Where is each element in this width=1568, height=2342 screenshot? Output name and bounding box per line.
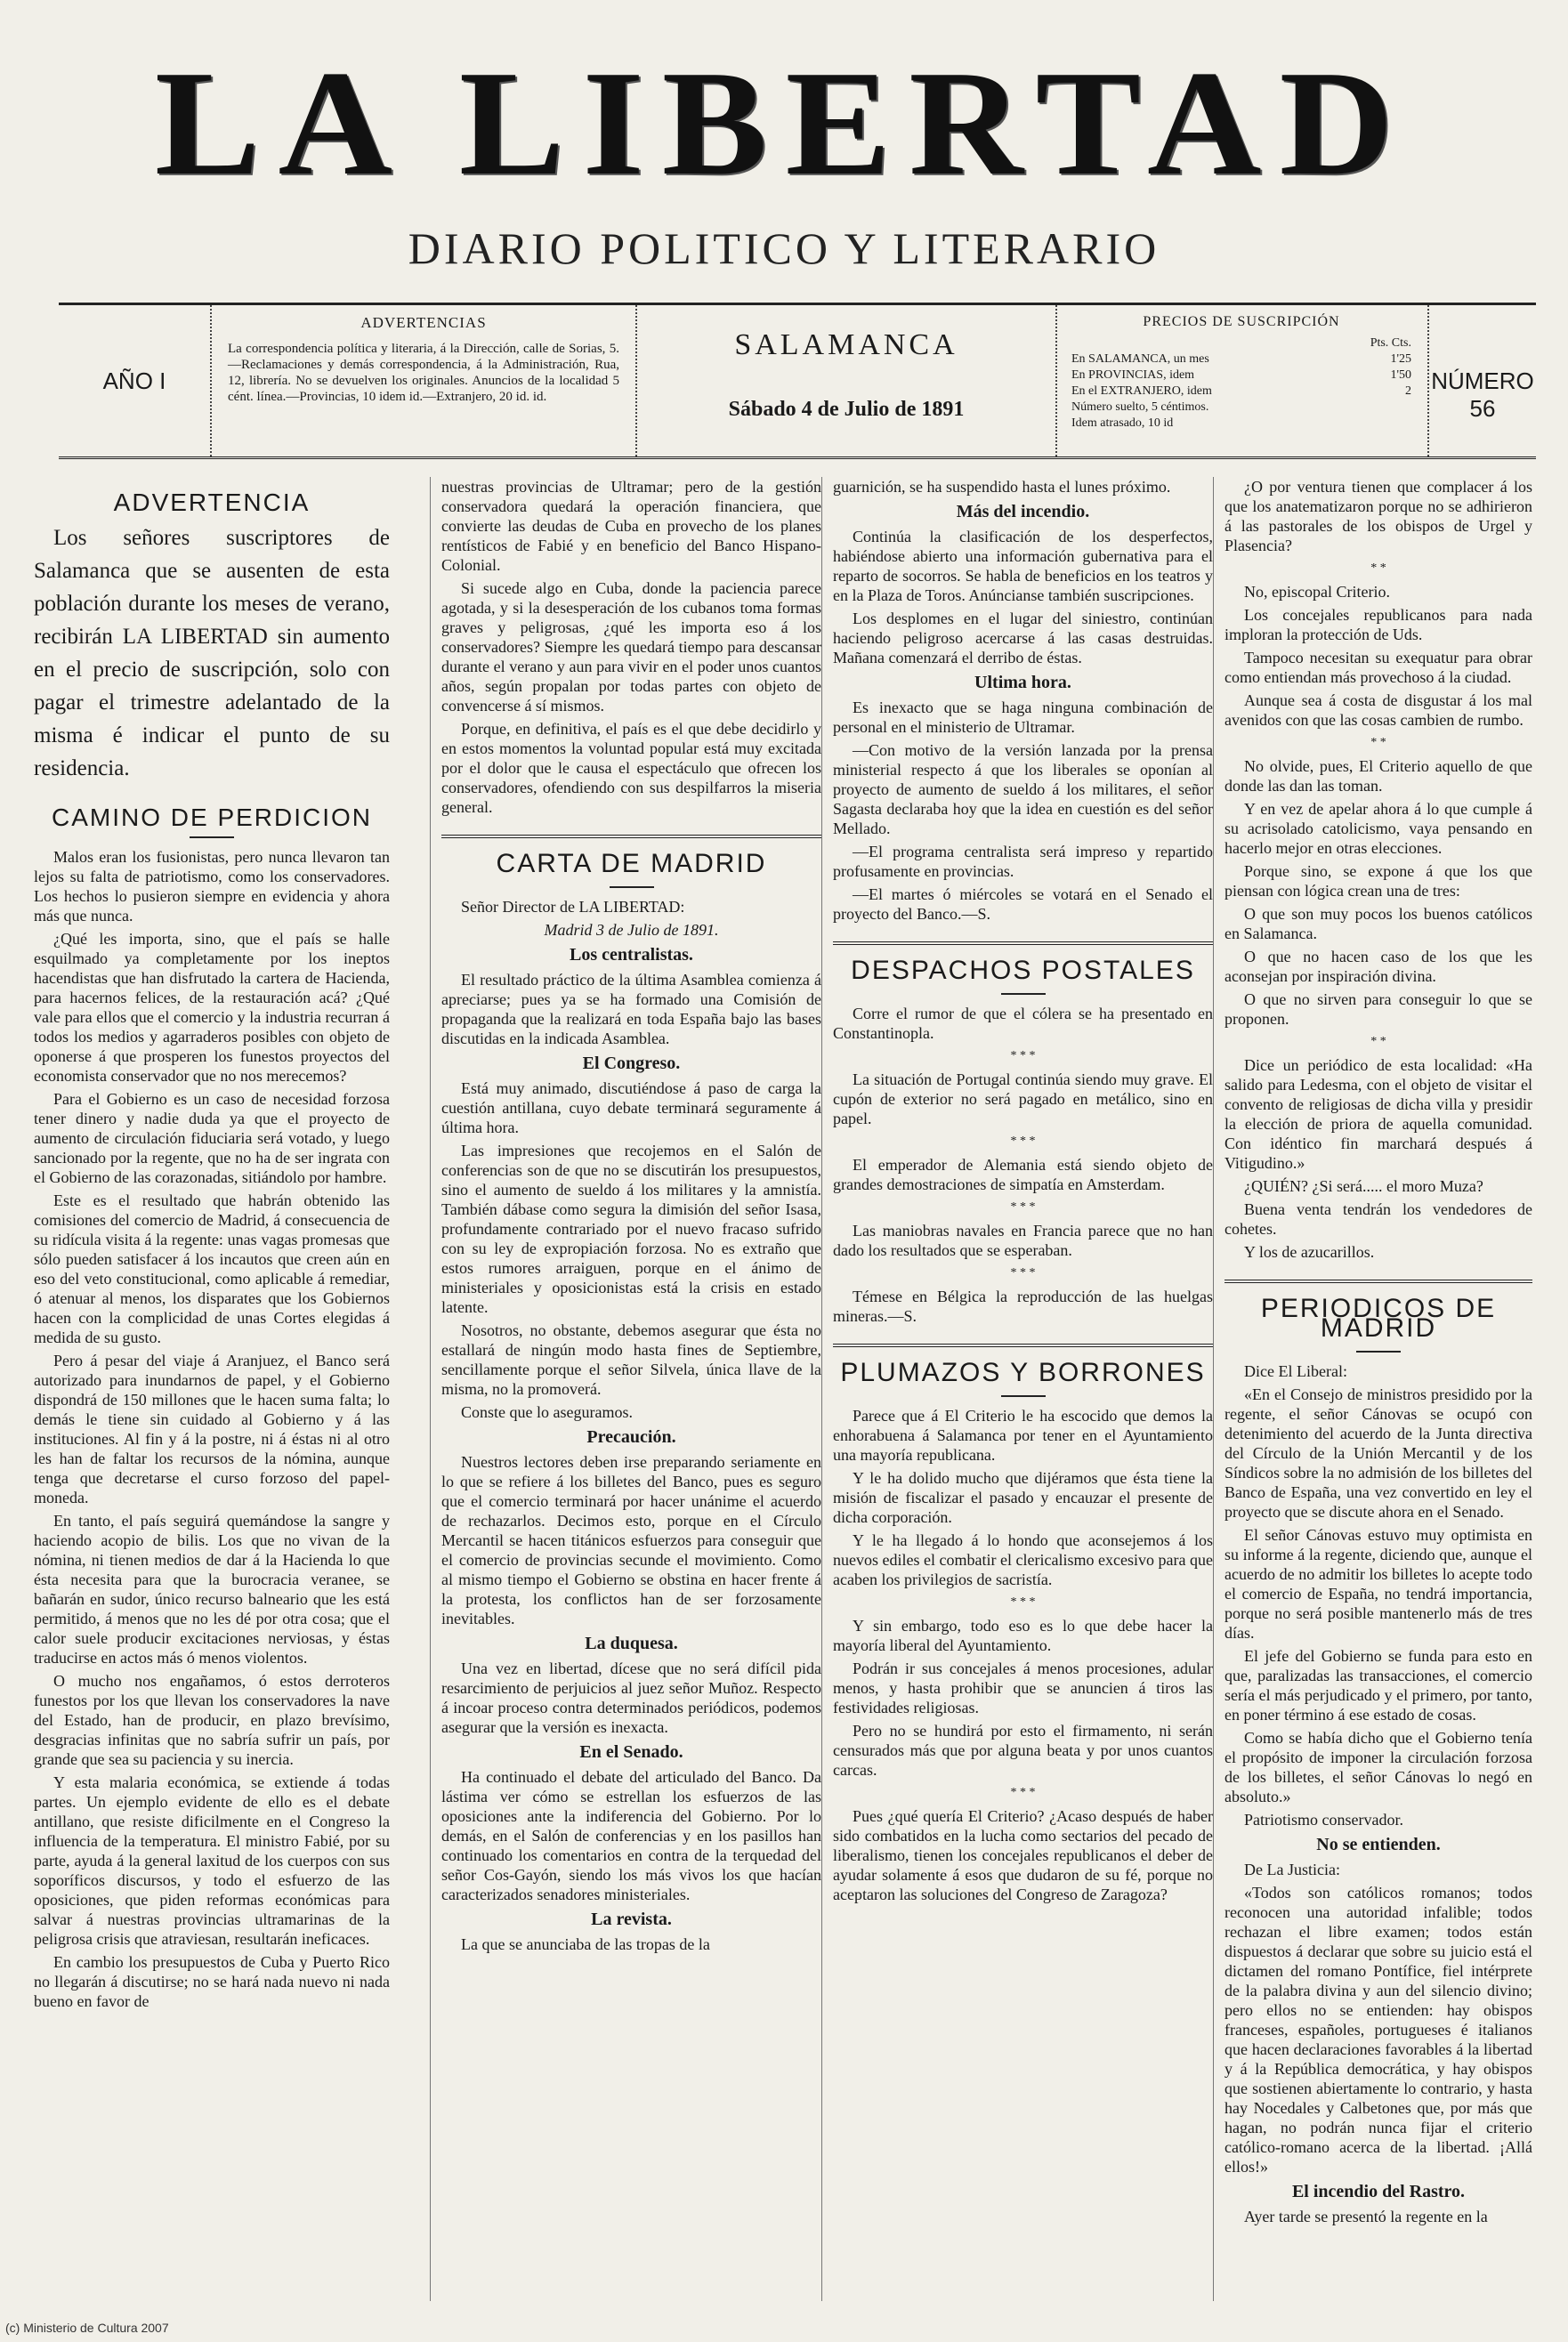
paragraph: Patriotismo conservador.	[1244, 1811, 1403, 1829]
paragraph: Conste que lo aseguramos.	[461, 1403, 633, 1421]
paragraph: Podrán ir sus concejales á menos procesiones, adular menos, y hasta prohibir que se anuncien á tiros las festividades religiosas.	[833, 1660, 1213, 1716]
price-row: En PROVINCIAS, idem 1'50	[1071, 368, 1411, 382]
paragraph: Pero á pesar del viaje á Aranjuez, el Banco será autorizado para inundarnos de papel, y el Gobierno dispondrá de 150 millones que le hacen suma falta; lo demás le tiene sin cuidado al Gobierno y á las instituciones. Al fin y á la postre, ni á éstas ni al otro les han de faltar los recursos de la nómina, aunque tenga que decretarse el curso forzoso del papel-moneda.	[34, 1352, 390, 1506]
paragraph: Dice El Liberal:	[1244, 1362, 1347, 1380]
paragraph: Tampoco necesitan su exequatur para obrar como entiendan más provechoso á la ciudad.	[1224, 649, 1532, 686]
prices-unit: Pts. Cts.	[1370, 336, 1411, 350]
dispatch: Las maniobras navales en Francia parece que no han dado los resultados que se esperaban.	[833, 1222, 1213, 1259]
asterism: * * *	[1010, 1266, 1036, 1280]
paragraph: guarnición, se ha suspendido hasta el lunes próximo.	[833, 478, 1171, 496]
paragraph: «Todos son católicos romanos; todos reconocen una autoridad infalible; todos rechazan el libre examen; todos están dispuestos á declarar que sobre su juicio está el dictamen del romano Pontífice, fiel intérprete de la palabra divina y aun del silencio divino; pero ellos no se entienden: hay obispos franceses, españoles, portugueses é italianos que hacen declaraciones favorables á la libertad y á la República democrática, y hay obispos que sostienen abiertamente lo contrario, y hasta hay Nocedales y Calbetones que, por más que hagan, no podrán nunca fijar el criterio católico-romano acerca de la libertad. ¡Allá ellos!»	[1224, 1884, 1532, 2176]
price-row: Número suelto, 5 céntimos.	[1071, 400, 1209, 414]
paragraph: Como se había dicho que el Gobierno tenía el propósito de imponer la circulación forzosa de los billetes, el señor Cánovas lo negó en absoluto.»	[1224, 1729, 1532, 1805]
price-row: Idem atrasado, 10 id	[1071, 416, 1174, 430]
divider	[1001, 1395, 1046, 1397]
subheading: La revista.	[591, 1910, 672, 1929]
paragraph: «En el Consejo de ministros presidido por la regente, el señor Cánovas se ocupó con detenimiento del acuerdo de la Junta directiva del Círculo de la Unión Mercantil y de los Síndicos sobre la no admisión de los billetes del Banco de España, una vez convertido en ley el proyecto que se discute ahora en el Senado.	[1224, 1385, 1532, 1521]
asterism: * * *	[1010, 1595, 1036, 1609]
advertencias-title: ADVERTENCIAS	[360, 314, 487, 331]
paragraph: ¿Qué les importa, sino, que el país se halle esquilmado ya completamente por los ineptos hacendistas que han disfrutado la cartera de Hacienda, para hacernos felices, de la restauración acá? ¿Qué vale para ellos que el comercio y la industria recurran á todos los medios y agarraderos posibles con objeto de oponerse á que prosperen los funestos proyectos del economista conservador que no nos merecemos?	[34, 930, 390, 1085]
paragraph: La que se anunciaba de las tropas de la	[461, 1935, 710, 1953]
city-name: SALAMANCA	[734, 328, 958, 361]
paragraph: Este es el resultado que habrán obtenido las comisiones del comercio de Madrid, á consecuencia de su ridícula visita á la regente: unas vagas promesas que sólo pueden satisfacer á los incautos que creen aún en eso del veto constitucional, como aplicable á remediar, ó atenuar al menos, los disparates que los Gobiernos hacen con la complicidad de unas Cortes elegidas á medida de su gusto.	[34, 1191, 390, 1346]
paragraph: No, episcopal Criterio.	[1244, 583, 1390, 601]
issue-date: Sábado 4 de Julio de 1891	[728, 398, 965, 421]
prices-unit-row	[1071, 335, 1411, 351]
paragraph: Porque, en definitiva, el país es el que debe decidirlo y en estos momentos la voluntad popular está muy excitada por el dolor que le causa el espectáculo que ofrecen los conservadores, ofendiendo con sus despilfarros la miseria general.	[441, 720, 821, 816]
dispatch: El emperador de Alemania está siendo objeto de grandes demostraciones de simpatía en Amsterdam.	[833, 1156, 1213, 1193]
paragraph: Buena venta tendrán los vendedores de cohetes.	[1224, 1200, 1532, 1238]
paragraph: Malos eran los fusionistas, pero nunca llevaron tan lejos su falta de patriotismo, como los conservadores. Los hechos lo pusieron siempre en evidencia y ahora más que nunca.	[34, 848, 390, 925]
paragraph: Pues ¿qué quería El Criterio? ¿Acaso después de haber sido combatidos en la lucha como sectarios del pecado de liberalismo, tienen los concejales republicanos el deber de ayudar solamente á esos que dudaron de su fé, porque no aceptaron las soluciones del Congreso de Zaragoza?	[833, 1807, 1213, 1903]
paragraph: El señor Cánovas estuvo muy optimista en su informe á la regente, diciendo que, aunque el acuerdo de no admitir los billetes lo acepte todo el comercio de España, no tendrá importancia, porque no será posible mantenerlo más de tres días.	[1224, 1526, 1532, 1642]
paragraph: Y los de azucarillos.	[1244, 1243, 1375, 1261]
asterism: * * *	[1010, 1200, 1036, 1214]
advertencias-body: La correspondencia política y literaria, á la Dirección, calle de Sorias, 5.—Reclamaciones y demás correspondencia, á la Administración, Rua, 12, librería. No se devuelven los originales. Anuncios de la localidad 5 cént. línea.—Provincias, 10 idem id.—Extranjero, 20 id. id.	[228, 342, 619, 404]
paragraph: O mucho nos engañamos, ó estos derroteros funestos por los que llevan los conservadores la nave del Estado, han de producir, en plazo brevísimo, desgracias infinitas que no sabría sufrir un país, por grande que sea su paciencia y su inercia.	[34, 1672, 390, 1768]
dispatch: Témese en Bélgica la reproducción de las huelgas mineras.—S.	[833, 1288, 1213, 1325]
divider	[610, 886, 654, 888]
subheading: No se entienden.	[1316, 1835, 1441, 1854]
column-4	[1213, 477, 1532, 2301]
paragraph: Y le ha llegado á lo hondo que aconsejemos á los nuevos ediles el combatir el clericalismo excesivo para que acaben los privilegios de sacristía.	[833, 1531, 1213, 1588]
heading-plumazos: PLUMAZOS Y BORRONES	[833, 1344, 1213, 1386]
paragraph: Los desplomes en el lugar del siniestro, continúan haciendo peligroso acercarse á las casas destruidas. Mañana comenzará el derribo de éstas.	[833, 610, 1213, 666]
subheading: La duquesa.	[585, 1634, 678, 1653]
paragraph: Pero no se hundirá por esto el firmamento, ni serán censurados más que por alguna beata y por unos cuantos carcas.	[833, 1722, 1213, 1779]
paragraph: O que son muy pocos los buenos católicos en Salamanca.	[1224, 905, 1532, 942]
letter-date: Madrid 3 de Julio de 1891.	[544, 921, 719, 939]
paragraph: Porque sino, se expone á que los que piensan con lógica crean una de tres:	[1224, 862, 1532, 900]
columns	[34, 477, 1532, 2301]
issue-number: NÚMERO 56	[1431, 367, 1534, 422]
prices-box	[1055, 305, 1429, 456]
divider	[1356, 1351, 1401, 1353]
masthead-subtitle: DIARIO POLITICO Y LITERARIO	[408, 223, 1160, 273]
paragraph: En tanto, el país seguirá quemándose la sangre y haciendo acopio de bilis. Los que no vivan de la nómina, ni tienen medios de dar á la Hacienda lo que ésta necesita para que la burocracia veranee, se bañarán en sudor, único recurso balneario que les está permitido, á menos que no les dé por otra cosa; que el calor suele producir excitaciones nerviosas, y éstas traducirse en actos más ó menos violentos.	[34, 1512, 390, 1667]
heading-despachos: DESPACHOS POSTALES	[833, 941, 1213, 984]
asterism: * *	[1370, 1035, 1386, 1048]
paragraph: Parece que á El Criterio le ha escocido que demos la enhorabuena á Salamanca por tener en el Ayuntamiento una mayoría republicana.	[833, 1407, 1213, 1464]
paragraph: Es inexacto que se haga ninguna combinación de personal en el ministerio de Ultramar.	[833, 699, 1213, 736]
paragraph: O que no hacen caso de los que les aconsejan por inspiración divina.	[1224, 948, 1532, 985]
paragraph: Continúa la clasificación de los desperfectos, habiéndose abierto una información gubernativa para el reparto de socorros. Se habla de beneficios en los teatros y en la Plaza de Toros. Anúncianse también suscripciones.	[833, 528, 1213, 604]
divider	[190, 836, 234, 838]
paragraph: Nosotros, no obstante, debemos asegurar que ésta no estallará de ningún modo hasta fines de Septiembre, sencillamente porque el señor Silvela, única llave de la misma, no la promoverá.	[441, 1321, 821, 1398]
paragraph: —Con motivo de la versión lanzada por la prensa ministerial respecto á que los liberales se oponían al proyecto de aumento de sueldo á los militares, el señor Sagasta declaraba hoy que la idea en cuestión es del señor Mellado.	[833, 741, 1213, 837]
paragraph: El resultado práctico de la última Asamblea comienza á apreciarse; pues ya se ha formado una Comisión de propaganda que la realizará en toda España bajo las bases discutidas en la indicada Asamblea.	[441, 971, 821, 1047]
paragraph: Dice un periódico de esta localidad: «Ha salido para Ledesma, con el objeto de visitar el convento de religiosas de dicha villa y presidir la elección de priora de aquella comunidad. Con idéntico fin marchará después á Vitigudino.»	[1224, 1056, 1532, 1172]
subheading: Precaución.	[586, 1427, 676, 1447]
paragraph: Ha continuado el debate del articulado del Banco. Da lástima ver cómo se estrellan los esfuerzos de las oposiciones ante la indiferencia del Gobierno. Por lo demás, en el Salón de conferencias y en los pasillos han continuado los comentarios en contra de la terquedad del señor Cos-Gayón, siendo los más vivos los que hacían caracterizados senadores ministeriales.	[441, 1768, 821, 1903]
paragraph: Y sin embargo, todo eso es lo que debe hacer la mayoría liberal del Ayuntamiento.	[833, 1617, 1213, 1654]
subheading: En el Senado.	[579, 1742, 683, 1762]
dispatch: Corre el rumor de que el cólera se ha presentado en Constantinopla.	[833, 1005, 1213, 1042]
heading-advertencia: ADVERTENCIA	[113, 489, 311, 516]
heading-camino: CAMINO DE PERDICION	[51, 804, 373, 831]
asterism: * * *	[1010, 1135, 1036, 1148]
paragraph: No olvide, pues, El Criterio aquello de que donde las dan las toman.	[1224, 757, 1532, 795]
column-3	[821, 477, 1213, 2301]
paragraph: Si sucede algo en Cuba, donde la paciencia parece agotada, y si la desesperación de los cubanos toma formas graves y peligrosas, ¿qué les importa eso á los conservadores? Siempre les quedará tiempo para descansar durante el verano y aun para vivir en el poder unos cuantos años, según propalan por todas partes con objeto de convencerse á sí mismos.	[441, 579, 821, 715]
copyright-credit: (c) Ministerio de Cultura 2007	[5, 2321, 169, 2335]
paragraph: Y le ha dolido mucho que dijéramos que ésta tiene la misión de fiscalizar el pasado y encauzar el presente de dicha corporación.	[833, 1469, 1213, 1526]
paragraph: Para el Gobierno es un caso de necesidad forzosa tener dinero y nadie duda ya que el proyecto de aumento de circulación fiduciaria será votado, y luego sancionado por la regente, que no ha de ser ingrata con el Gobierno de las corazonadas, sitiándolo por hambre.	[34, 1090, 390, 1186]
subheading: Ultima hora.	[974, 673, 1071, 692]
heading-carta-madrid: CARTA DE MADRID	[441, 835, 821, 877]
paragraph: Nuestros lectores deben irse preparando seriamente en lo que se refiere á los billetes del Banco, pues es seguro que el comercio terminará por hacer unánime el acuerdo de rechazarlos. Decimos esto, porque en el Círculo Mercantil se hacen titánicos esfuerzos para conseguir que el comercio de provincias secunde el movimiento. Como al mismo tiempo el Gobierno se obstina en hacer frente á la protesta, los conflictos han de ser forzosamente inevitables.	[441, 1453, 821, 1627]
heading-periodicos: PERIODICOS DE MADRID	[1224, 1280, 1532, 1342]
paragraph: ¿QUIÉN? ¿Si será..... el moro Muza?	[1244, 1177, 1483, 1195]
paragraph: Una vez en libertad, dícese que no será difícil pida resarcimiento de perjuicios al juez señor Muñoz. Respecto á incoar proceso contra determinados periódicos, podemos asegurar que la versión es inexacta.	[441, 1660, 821, 1736]
paragraph: O que no sirven para conseguir lo que se proponen.	[1224, 990, 1532, 1028]
paragraph: En cambio los presupuestos de Cuba y Puerto Rico no llegarán á discutirse; no se hará nada nuevo ni nada bueno en favor de	[34, 1953, 390, 2010]
paragraph: Los concejales republicanos para nada imploran la protección de Uds.	[1224, 606, 1532, 643]
paragraph: Ayer tarde se presentó la regente en la	[1244, 2208, 1488, 2225]
paragraph: —El programa centralista será impreso y repartido profusamente en provincias.	[833, 843, 1213, 880]
dispatch: La situación de Portugal continúa siendo muy grave. El cupón de exterior no será pagado en metálico, sino en papel.	[833, 1070, 1213, 1127]
paragraph: Las impresiones que recojemos en el Salón de conferencias son de que no se discutirán los presupuestos, sino el aumento de sueldo á los militares y la amnistía. También dábase como segura la dimisión del señor Isasa, profundamente contrariado por el nuevo fracaso sufrido con su ley de expropiación forzosa. No es extraño que estos rumores arraiguen, porque en el ánimo de ministeriales y oposicionistas está la crisis en estado latente.	[441, 1142, 821, 1316]
column-2	[430, 477, 821, 2301]
paragraph: ¿O por ventura tienen que complacer á los que los anatematizaron porque no se adhirieron á las pastorales de los obispos de Urgel y Plasencia?	[1224, 478, 1532, 554]
asterism: * * *	[1010, 1786, 1036, 1799]
paragraph: Y en vez de apelar ahora á lo que cumple á su acrisolado catolicismo, vaya pensando en hacerlo mejor en otras elecciones.	[1224, 800, 1532, 857]
subheading: El Congreso.	[582, 1054, 681, 1073]
paragraph: —El martes ó miércoles se votará en el Senado el proyecto del Banco.—S.	[833, 885, 1213, 923]
asterism: * * *	[1010, 1049, 1036, 1062]
price-row: En el EXTRANJERO, idem 2	[1071, 384, 1411, 398]
asterism: * *	[1370, 736, 1386, 749]
subheading: El incendio del Rastro.	[1291, 2182, 1466, 2201]
issue-year: AÑO I	[102, 367, 166, 394]
column-1	[34, 477, 390, 2301]
masthead-title: LA LIBERTAD	[154, 38, 1412, 207]
paragraph: Aunque sea á costa de disgustar á los mal avenidos con que las cosas cambien de rumbo.	[1224, 691, 1532, 729]
paragraph: El jefe del Gobierno se funda para esto en que, paralizadas las transacciones, el comercio sería el más perjudicado y el primero, por tanto, en poner término á ese estado de cosas.	[1224, 1647, 1532, 1724]
paragraph: Está muy animado, discutiéndose á paso de carga la cuestión antillana, cuyo debate terminará seguramente á última hora.	[441, 1079, 821, 1136]
city-date-box	[637, 305, 1057, 456]
header-box	[59, 303, 1536, 459]
subheading: Los centralistas.	[570, 945, 693, 965]
prices-title: PRECIOS DE SUSCRIPCIÓN	[1143, 314, 1340, 329]
divider	[1001, 993, 1046, 995]
advertencias-box	[210, 305, 637, 456]
paragraph: nuestras provincias de Ultramar; pero de la gestión conservadora quedará la operación financiera, que convierte las deudas de Cuba en provecho de los planes rentísticos de Fabié y en beneficio del Banco Hispano-Colonial.	[441, 478, 821, 574]
paragraph: De La Justicia:	[1244, 1861, 1340, 1878]
asterism: * *	[1370, 561, 1386, 575]
subheading: Más del incendio.	[956, 502, 1090, 521]
salutation: Señor Director de LA LIBERTAD:	[461, 898, 685, 916]
notice-text: Los señores suscriptores de Salamanca que se ausenten de esta población durante los meses de verano, recibirán LA LIBERTAD sin aumento en el precio de suscripción, solo con pagar el trimestre adelantado de la misma é indicar el punto de su residencia.	[34, 526, 390, 780]
paragraph: Y esta malaria económica, se extiende á todas partes. Un ejemplo evidente de ello es el debate antillano, que resiste dificilmente en el Congreso la influencia de la temperatura. El ministro Fabié, por su parte, ayuda á la general laxitud de los cuerpos con sus soporíficos discursos, y todo el esfuerzo de las oposiciones, que piden reformas económicas para salvar á nuestras provincias ultramarinas de la peligrosa crisis que atraviesan, resultarán ineficaces.	[34, 1773, 390, 1948]
price-row: En SALAMANCA, un mes 1'25	[1071, 352, 1411, 366]
